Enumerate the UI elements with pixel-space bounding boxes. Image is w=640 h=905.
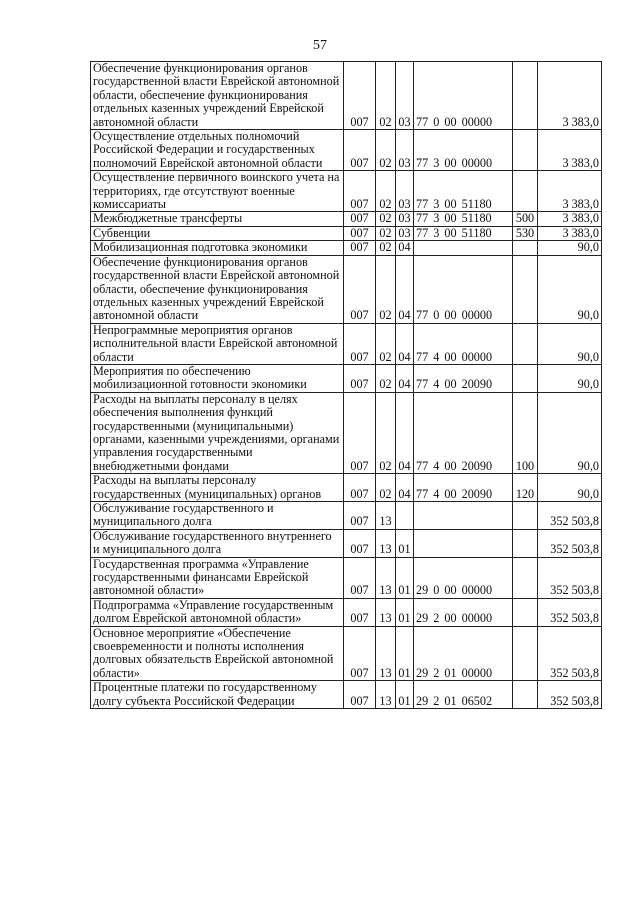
row-expense-type [513, 241, 538, 255]
row-target-article: 29 2 01 06502 [414, 681, 513, 709]
row-section: 13 [376, 529, 396, 557]
row-subsection: 01 [396, 557, 414, 598]
row-section: 02 [376, 323, 396, 364]
row-target-article: 77 4 00 20090 [414, 364, 513, 392]
row-expense-type [513, 130, 538, 171]
row-amount: 3 383,0 [538, 130, 602, 171]
row-target-article: 29 2 01 00000 [414, 626, 513, 681]
row-expense-type [513, 364, 538, 392]
row-expense-type: 500 [513, 212, 538, 226]
row-target-article: 77 4 00 20090 [414, 474, 513, 502]
row-expense-type [513, 62, 538, 130]
row-subsection: 04 [396, 255, 414, 323]
row-subsection: 03 [396, 171, 414, 212]
row-subsection: 03 [396, 130, 414, 171]
row-target-article: 77 4 00 00000 [414, 323, 513, 364]
table-row [91, 392, 602, 473]
row-expense-type: 530 [513, 226, 538, 240]
row-name: Подпрограмма «Управление государственным долгом Еврейской автономной области» [91, 598, 344, 626]
row-expense-type [513, 502, 538, 530]
row-target-article: 77 3 00 51180 [414, 171, 513, 212]
row-expense-type: 120 [513, 474, 538, 502]
table-row [91, 364, 602, 392]
row-section: 02 [376, 171, 396, 212]
row-section: 13 [376, 557, 396, 598]
table-row [91, 171, 602, 212]
row-glava: 007 [344, 392, 376, 473]
row-subsection: 01 [396, 529, 414, 557]
row-subsection: 01 [396, 598, 414, 626]
row-subsection: 04 [396, 474, 414, 502]
row-subsection: 01 [396, 626, 414, 681]
row-subsection: 03 [396, 62, 414, 130]
row-glava: 007 [344, 255, 376, 323]
row-section: 13 [376, 626, 396, 681]
table-row [91, 212, 602, 226]
row-subsection [396, 502, 414, 530]
row-name: Обслуживание государственного внутреннего и муниципального долга [91, 529, 344, 557]
row-name: Мероприятия по обеспечению мобилизационной готовности экономики [91, 364, 344, 392]
row-section: 02 [376, 364, 396, 392]
row-subsection: 04 [396, 241, 414, 255]
row-target-article [414, 529, 513, 557]
row-subsection: 03 [396, 226, 414, 240]
row-name: Межбюджетные трансферты [91, 212, 344, 226]
table-row [91, 529, 602, 557]
row-amount: 90,0 [538, 323, 602, 364]
row-section: 02 [376, 62, 396, 130]
row-name: Обслуживание государственного и муниципального долга [91, 502, 344, 530]
row-target-article: 77 0 00 00000 [414, 255, 513, 323]
row-amount: 3 383,0 [538, 171, 602, 212]
row-amount: 3 383,0 [538, 226, 602, 240]
row-glava: 007 [344, 171, 376, 212]
row-section: 13 [376, 502, 396, 530]
table-row [91, 255, 602, 323]
row-section: 02 [376, 212, 396, 226]
row-amount: 352 503,8 [538, 529, 602, 557]
row-expense-type [513, 557, 538, 598]
row-expense-type [513, 529, 538, 557]
row-amount: 352 503,8 [538, 626, 602, 681]
row-subsection: 04 [396, 364, 414, 392]
row-expense-type [513, 681, 538, 709]
row-name: Осуществление отдельных полномочий Российской Федерации и государственных полномочий Еврейской автономной области [91, 130, 344, 171]
row-expense-type [513, 626, 538, 681]
table-row [91, 626, 602, 681]
row-subsection: 04 [396, 392, 414, 473]
row-name: Государственная программа «Управление государственными финансами Еврейской автономной области» [91, 557, 344, 598]
table-row [91, 598, 602, 626]
row-name: Обеспечение функционирования органов государственной власти Еврейской автономной области, обеспечение функционирования отдельных казенных учреждений Еврейской автономной области [91, 255, 344, 323]
row-name: Процентные платежи по государственному долгу субъекта Российской Федерации [91, 681, 344, 709]
table-row [91, 226, 602, 240]
row-glava: 007 [344, 62, 376, 130]
row-amount: 90,0 [538, 474, 602, 502]
row-amount: 3 383,0 [538, 62, 602, 130]
row-section: 02 [376, 392, 396, 473]
row-glava: 007 [344, 364, 376, 392]
row-target-article: 77 3 00 00000 [414, 130, 513, 171]
row-subsection: 03 [396, 212, 414, 226]
row-expense-type [513, 171, 538, 212]
table-row [91, 502, 602, 530]
row-target-article: 29 2 00 00000 [414, 598, 513, 626]
row-glava: 007 [344, 598, 376, 626]
row-section: 13 [376, 681, 396, 709]
row-target-article: 77 4 00 20090 [414, 392, 513, 473]
table-row [91, 474, 602, 502]
row-section: 02 [376, 255, 396, 323]
row-target-article: 77 0 00 00000 [414, 62, 513, 130]
row-subsection: 04 [396, 323, 414, 364]
row-glava: 007 [344, 241, 376, 255]
row-target-article [414, 241, 513, 255]
table-row [91, 62, 602, 130]
row-expense-type [513, 255, 538, 323]
row-amount: 90,0 [538, 241, 602, 255]
row-glava: 007 [344, 557, 376, 598]
row-name: Основное мероприятие «Обеспечение своевременности и полноты исполнения долговых обязательств Еврейской автономной области» [91, 626, 344, 681]
row-glava: 007 [344, 226, 376, 240]
row-name: Расходы на выплаты персоналу в целях обеспечения выполнения функций государственными (муниципальными) органами, казенными учреждениями, органами управления государственными внебюджетными фондами [91, 392, 344, 473]
row-section: 02 [376, 130, 396, 171]
row-glava: 007 [344, 474, 376, 502]
row-amount: 352 503,8 [538, 681, 602, 709]
row-section: 13 [376, 598, 396, 626]
row-amount: 90,0 [538, 392, 602, 473]
row-section: 02 [376, 474, 396, 502]
page-number: 57 [313, 38, 327, 53]
row-section: 02 [376, 226, 396, 240]
row-target-article [414, 502, 513, 530]
table-row [91, 681, 602, 709]
row-amount: 90,0 [538, 255, 602, 323]
row-target-article: 77 3 00 51180 [414, 226, 513, 240]
row-name: Расходы на выплаты персоналу государственных (муниципальных) органов [91, 474, 344, 502]
row-glava: 007 [344, 681, 376, 709]
row-section: 02 [376, 241, 396, 255]
row-name: Непрограммные мероприятия органов исполнительной власти Еврейской автономной области [91, 323, 344, 364]
row-amount: 352 503,8 [538, 598, 602, 626]
table-row [91, 130, 602, 171]
row-glava: 007 [344, 212, 376, 226]
row-glava: 007 [344, 502, 376, 530]
budget-table [90, 61, 602, 709]
row-amount: 3 383,0 [538, 212, 602, 226]
row-expense-type: 100 [513, 392, 538, 473]
row-subsection: 01 [396, 681, 414, 709]
row-name: Мобилизационная подготовка экономики [91, 241, 344, 255]
table-row [91, 241, 602, 255]
row-amount: 352 503,8 [538, 557, 602, 598]
row-name: Обеспечение функционирования органов государственной власти Еврейской автономной области, обеспечение функционирования отдельных казенных учреждений Еврейской автономной области [91, 62, 344, 130]
row-amount: 90,0 [538, 364, 602, 392]
row-glava: 007 [344, 130, 376, 171]
row-glava: 007 [344, 529, 376, 557]
row-name: Осуществление первичного воинского учета на территориях, где отсутствуют военные комиссариаты [91, 171, 344, 212]
row-glava: 007 [344, 323, 376, 364]
table-row [91, 557, 602, 598]
row-glava: 007 [344, 626, 376, 681]
row-expense-type [513, 598, 538, 626]
row-target-article: 29 0 00 00000 [414, 557, 513, 598]
row-name: Субвенции [91, 226, 344, 240]
row-target-article: 77 3 00 51180 [414, 212, 513, 226]
table-row [91, 323, 602, 364]
row-expense-type [513, 323, 538, 364]
row-amount: 352 503,8 [538, 502, 602, 530]
